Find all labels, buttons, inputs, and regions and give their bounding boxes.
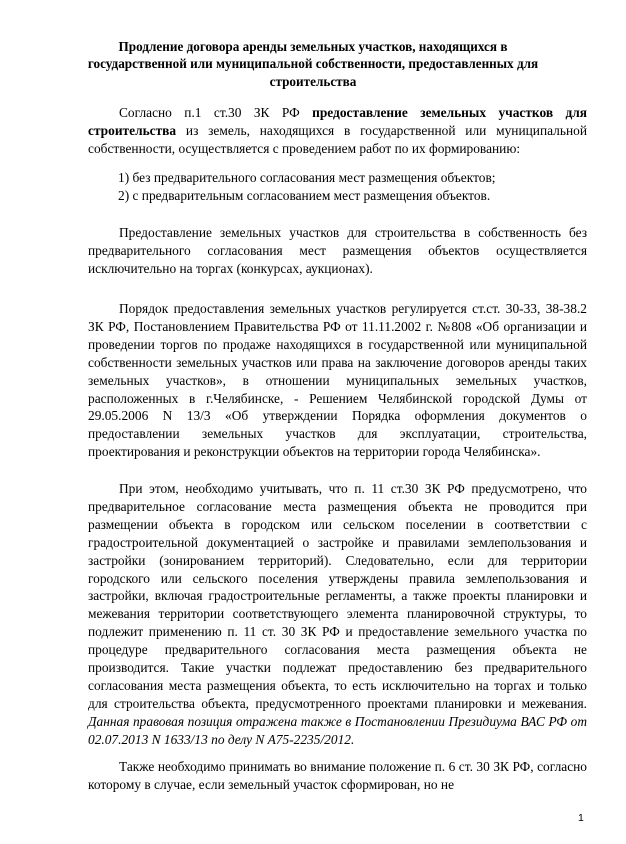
paragraph-intro-emphasis: предоставление земельных участков для строительства [88, 105, 588, 138]
legal-position-note: Данная правовая позиция отражена также в Постановлении Президиума ВАС РФ от 02.07.2013 N 1633/13 по делу N А75-2235/2012. [88, 713, 587, 747]
list-item: 2) с предварительным согласованием мест размещения объектов. [118, 188, 491, 203]
paragraph-considerations-body: При этом, необходимо учитывать, что п. 11 ст.30 ЗК РФ предусмотрено, что предварительное согласование места размещения объекта не проводится при размещении объекта в городском или сельском поселении в соответствии с градостроительной документацией о застройке и правилами землепользования и застройки (зонированием территорий). Следовательно, если для территории городского или сельского поселения утверждены правила землепользования и застройки, включая градостроительные регламенты, а также проекты планировки и межевания территории соответствующего элемента планировочной структуры, то подлежит применению п. 11 ст. 30 ЗК РФ и предоставление земельного участка по процедуре предварительного согласования места размещения объекта не производится. Такие участки подлежат предоставлению без предварительного согласования места размещения объекта, то есть исключительно на торгах и только для строительства объекта, предусмотренного проектами планировки и межевания. [88, 481, 587, 711]
paragraph-additional: Также необходимо принимать во внимание положение п. 6 ст. 30 ЗК РФ, согласно которому в случае, если земельный участок сформирован, но не [88, 759, 587, 792]
document-title: Продление договора аренды земельных участков, находящихся в государственной или муниципальной собственности, предоставленных для строительства [87, 39, 539, 89]
paragraph-considerations [88, 480, 587, 749]
paragraph-auctions: Предоставление земельных участков для строительства в собственность без предварительного согласования мест размещения объектов осуществляется исключительно на торгах (конкурсах, аукционах). [88, 225, 587, 276]
paragraph-intro [88, 104, 587, 158]
page-number: 1 [578, 812, 584, 824]
paragraph-intro-rest: из земель, находящихся в государственной или муниципальной собственности, осуществляется с проведением работ по их формированию: [88, 122, 587, 156]
paragraph-intro-lead: Согласно п.1 ст.30 ЗК РФ [119, 105, 313, 120]
list-item: 1) без предварительного согласования мест размещения объектов; [118, 170, 496, 185]
paragraph-procedure: Порядок предоставления земельных участков регулируется ст.ст. 30-33, 38-38.2 ЗК РФ, Постановлением Правительства РФ от 11.11.2002 г. №808 «Об организации и проведении торгов по продаже находящихся в государственной или муниципальной собственности земельных участков или права на заключение договоров аренды таких земельных участков», в отношении муниципальных земельных участков, расположенных в г.Челябинске, - Решением Челябинской городской Думы от 29.05.2006 N 13/3 «Об утверждении Порядка оформления документов о предоставлении земельных участков для эксплуатации, строительства, проектирования и реконструкции объектов на территории города Челябинска». [88, 301, 587, 460]
